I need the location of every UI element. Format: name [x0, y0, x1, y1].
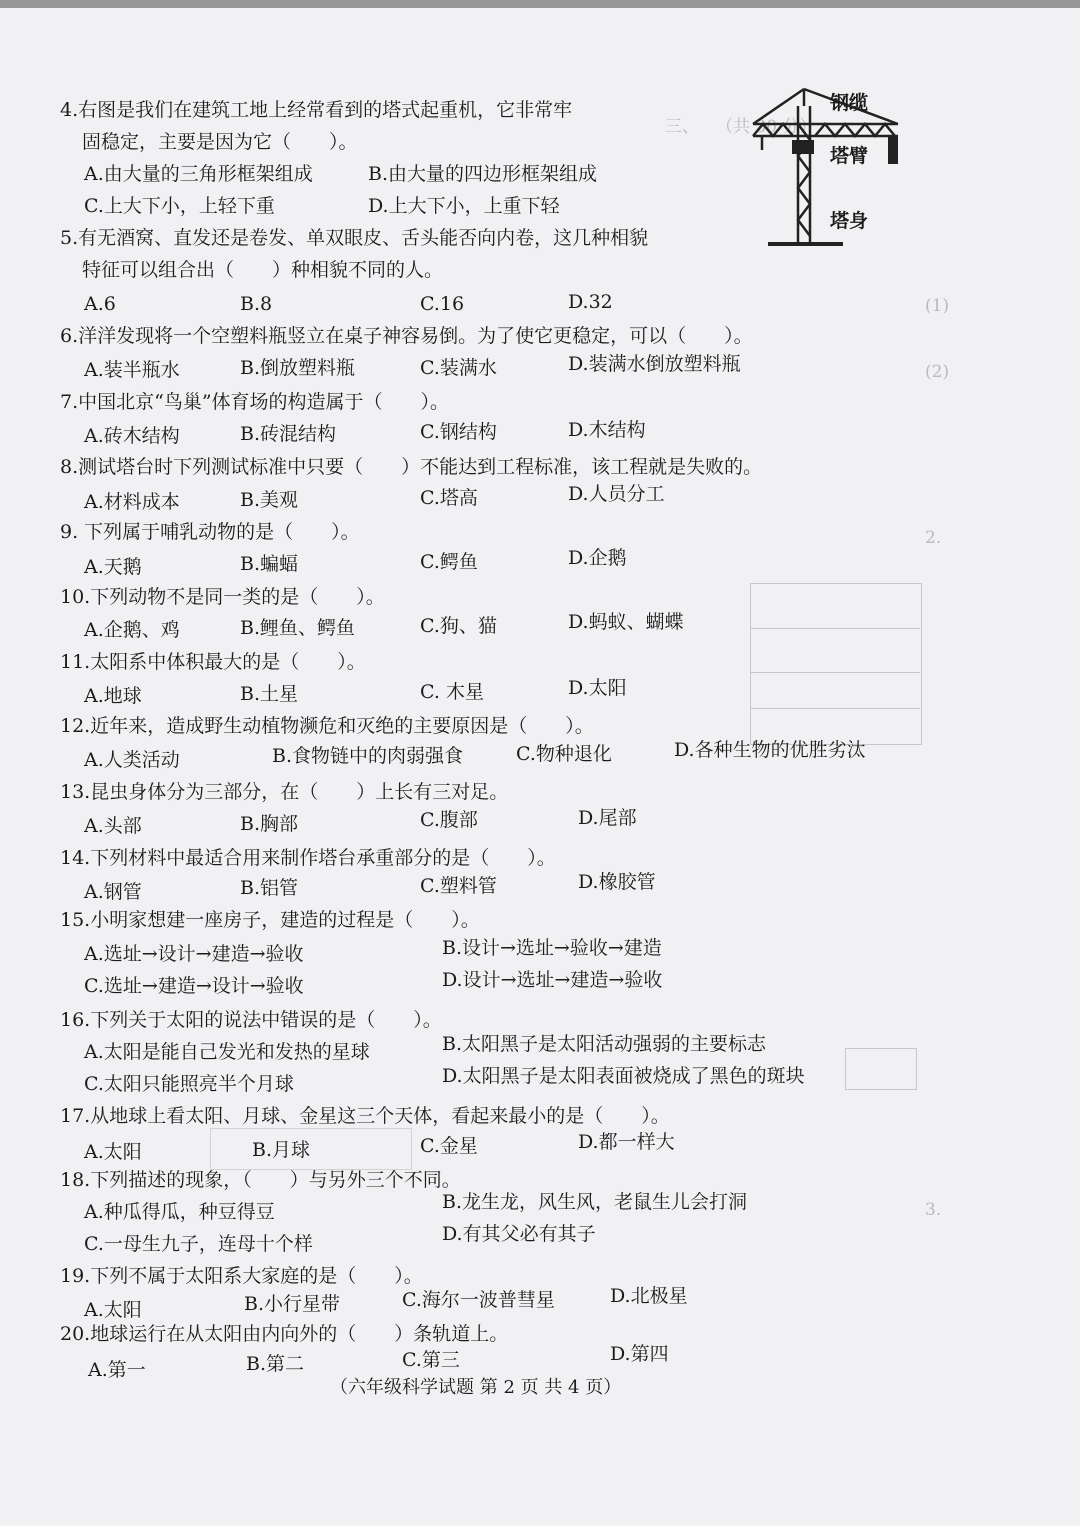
option[interactable]: A.选址→设计→建造→验收 — [84, 943, 304, 965]
option[interactable]: A.天鹅 — [84, 556, 142, 578]
question-stem: 19.下列不属于太阳系大家庭的是（ ）。 — [60, 1265, 423, 1287]
option[interactable]: C.金星 — [420, 1135, 478, 1157]
option[interactable]: B.食物链中的肉弱强食 — [272, 745, 464, 767]
option[interactable]: A.人类活动 — [84, 749, 180, 771]
question-stem: 11.太阳系中体积最大的是（ ）。 — [60, 651, 366, 673]
option[interactable]: B.美观 — [240, 489, 299, 511]
option[interactable]: C.物种退化 — [516, 743, 612, 765]
option[interactable]: B.由大量的四边形框架组成 — [368, 163, 598, 185]
option[interactable]: C.选址→建造→设计→验收 — [84, 975, 304, 997]
option[interactable]: A.头部 — [84, 815, 142, 837]
bleed-through: (2) — [925, 362, 950, 382]
option[interactable]: C.一母生九子，连母十个样 — [84, 1233, 313, 1255]
option[interactable]: D.木结构 — [568, 419, 646, 441]
option[interactable]: B.蝙蝠 — [240, 553, 299, 575]
option[interactable]: D.尾部 — [578, 807, 637, 829]
bleed-through: (1) — [925, 296, 950, 316]
question-stem: 10.下列动物不是同一类的是（ ）。 — [60, 586, 385, 608]
option[interactable]: A.太阳是能自己发光和发热的星球 — [84, 1041, 370, 1063]
option[interactable]: D.有其父必有其子 — [442, 1223, 596, 1245]
option[interactable]: A.6 — [84, 293, 116, 315]
option[interactable]: B.太阳黑子是太阳活动强弱的主要标志 — [442, 1033, 767, 1055]
option[interactable]: C.第三 — [402, 1349, 460, 1371]
option[interactable]: B.土星 — [240, 683, 299, 705]
option[interactable]: C.16 — [420, 293, 465, 315]
option[interactable]: C. 木星 — [420, 681, 484, 703]
option[interactable]: D.北极星 — [610, 1285, 688, 1307]
tower-label: 塔身 — [830, 210, 869, 232]
option[interactable]: C.腹部 — [420, 809, 478, 831]
option[interactable]: D.上大下小，上重下轻 — [368, 195, 560, 217]
option[interactable]: A.装半瓶水 — [84, 359, 180, 381]
option[interactable]: A.钢管 — [84, 881, 142, 903]
option[interactable]: C.钢结构 — [420, 421, 497, 443]
option[interactable]: C.太阳只能照亮半个月球 — [84, 1073, 294, 1095]
option[interactable]: C.上大下小，上轻下重 — [84, 195, 275, 217]
option[interactable]: C.塔高 — [420, 487, 478, 509]
tower-crane-figure — [748, 84, 908, 254]
option[interactable]: A.地球 — [84, 685, 142, 707]
option[interactable]: B.砖混结构 — [240, 423, 337, 445]
option[interactable]: B.设计→选址→验收→建造 — [442, 937, 662, 959]
option[interactable]: A.第一 — [88, 1359, 146, 1381]
option[interactable]: D.各种生物的优胜劣汰 — [674, 739, 866, 761]
question-stem: 5.有无酒窝、直发还是卷发、单双眼皮、舌头能否向内卷，这几种相貌 — [60, 227, 649, 249]
option[interactable]: B.龙生龙，风生风，老鼠生儿会打洞 — [442, 1191, 748, 1213]
option[interactable]: A.种瓜得瓜，种豆得豆 — [84, 1201, 275, 1223]
option[interactable]: D.都一样大 — [578, 1131, 675, 1153]
question-stem: 6.洋洋发现将一个空塑料瓶竖立在桌子神容易倒。为了使它更稳定，可以（ ）。 — [60, 325, 753, 347]
option[interactable]: D.太阳黑子是太阳表面被烧成了黑色的斑块 — [442, 1065, 805, 1087]
question-stem: 18.下列描述的现象，（ ）与另外三个不同。 — [60, 1169, 461, 1191]
option[interactable]: B.月球 — [252, 1139, 311, 1161]
question-stem: 7.中国北京“鸟巢”体育场的构造属于（ ）。 — [60, 391, 450, 413]
option[interactable]: A.材料成本 — [84, 491, 180, 513]
option[interactable]: D.企鹅 — [568, 547, 627, 569]
option[interactable]: D.第四 — [610, 1343, 669, 1365]
question-stem: 9. 下列属于哺乳动物的是（ ）。 — [60, 521, 360, 543]
question-stem: 14.下列材料中最适合用来制作塔台承重部分的是（ ）。 — [60, 847, 556, 869]
tower-crane-icon — [748, 84, 908, 254]
bleed-through: 3. — [925, 1200, 942, 1220]
boom-label: 塔臂 — [830, 145, 869, 167]
option[interactable]: C.鳄鱼 — [420, 551, 478, 573]
option[interactable]: C.海尔一波普彗星 — [402, 1289, 555, 1311]
option[interactable]: D.32 — [568, 291, 613, 313]
option[interactable]: A.砖木结构 — [84, 425, 180, 447]
option[interactable]: A.太阳 — [84, 1141, 142, 1163]
option[interactable]: C.装满水 — [420, 357, 497, 379]
option[interactable]: D.太阳 — [568, 677, 627, 699]
option[interactable]: C.塑料管 — [420, 875, 497, 897]
option[interactable]: A.企鹅、鸡 — [84, 619, 180, 641]
option[interactable]: B.胸部 — [240, 813, 299, 835]
question-stem-cont: 固稳定，主要是因为它（ ）。 — [82, 131, 358, 153]
question-stem: 4.右图是我们在建筑工地上经常看到的塔式起重机，它非常牢 — [60, 99, 573, 121]
option[interactable]: B.铝管 — [240, 877, 299, 899]
bleed-through: 2. — [925, 528, 942, 548]
question-stem: 16.下列关于太阳的说法中错误的是（ ）。 — [60, 1009, 442, 1031]
option[interactable]: B.8 — [240, 293, 273, 315]
question-stem: 20.地球运行在从太阳由内向外的（ ）条轨道上。 — [60, 1323, 509, 1345]
bleed-through-table — [750, 583, 922, 745]
scan-edge — [0, 0, 1080, 8]
option[interactable]: D.装满水倒放塑料瓶 — [568, 353, 741, 375]
option[interactable]: A.太阳 — [84, 1299, 142, 1321]
option[interactable]: D.人员分工 — [568, 483, 665, 505]
question-stem: 13.昆虫身体分为三部分，在（ ）上长有三对足。 — [60, 781, 509, 803]
page-footer: （六年级科学试题 第 2 页 共 4 页） — [330, 1377, 622, 1398]
option[interactable]: D.设计→选址→建造→验收 — [442, 969, 663, 991]
question-stem: 15.小明家想建一座房子，建造的过程是（ ）。 — [60, 909, 480, 931]
question-stem: 8.测试塔台时下列测试标准中只要（ ）不能达到工程标准，该工程就是失败的。 — [60, 456, 763, 478]
option[interactable]: D.橡胶管 — [578, 871, 656, 893]
option[interactable]: B.鲤鱼、鳄鱼 — [240, 617, 356, 639]
cable-label: 钢缆 — [830, 92, 869, 114]
question-stem-cont: 特征可以组合出（ ）种相貌不同的人。 — [82, 259, 444, 281]
option[interactable]: B.小行星带 — [244, 1293, 341, 1315]
question-stem: 12.近年来，造成野生动植物濒危和灭绝的主要原因是（ ）。 — [60, 715, 594, 737]
option[interactable]: B.倒放塑料瓶 — [240, 357, 356, 379]
option[interactable]: D.蚂蚁、蝴蝶 — [568, 611, 684, 633]
question-stem: 17.从地球上看太阳、月球、金星这三个天体，看起来最小的是（ ）。 — [60, 1105, 670, 1127]
option[interactable]: A.由大量的三角形框架组成 — [84, 163, 313, 185]
option[interactable]: B.第二 — [246, 1353, 305, 1375]
bleed-through: 三、 （共 30 分） — [665, 117, 817, 137]
option[interactable]: C.狗、猫 — [420, 615, 497, 637]
